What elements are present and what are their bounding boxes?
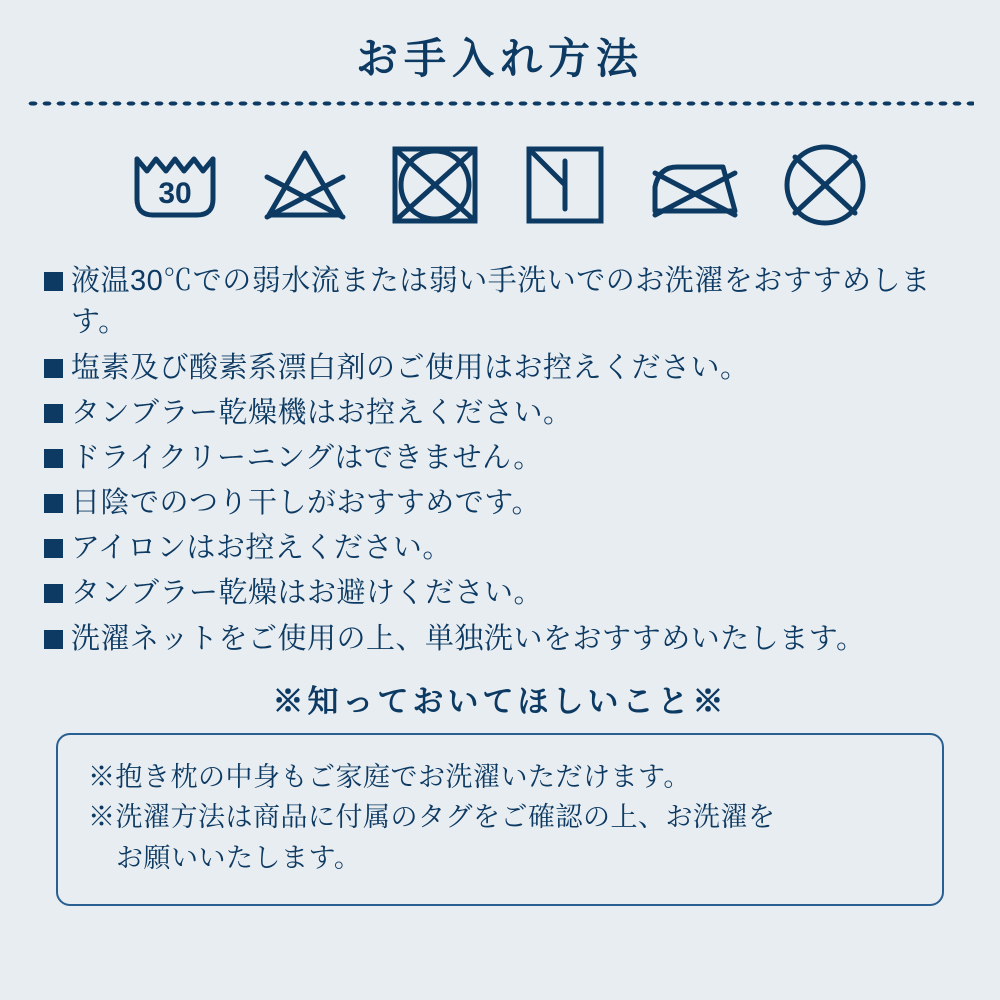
notice-line: お願いいたします。 (116, 842, 362, 873)
square-bullet-icon (44, 449, 63, 468)
square-bullet-icon (44, 272, 63, 291)
drip-dry-in-shade-icon (509, 133, 621, 237)
notice-box (56, 733, 944, 907)
care-item-text: 洗濯ネットをご使用の上、単独洗いをおすすめいたします。 (71, 622, 866, 655)
square-bullet-icon (44, 539, 63, 558)
list-item (44, 619, 956, 660)
notice-heading: ※知っておいてほしいこと※ (272, 683, 728, 719)
care-instruction-list (44, 261, 956, 660)
care-item-text: 液温30℃での弱水流または弱い手洗いでのお洗濯をおすすめします。 (71, 265, 931, 339)
no-bleach-icon (249, 133, 361, 237)
care-item-text: 日陰でのつり干しがおすすめです。 (71, 487, 541, 520)
care-item-text: ドライクリーニングはできません。 (71, 441, 543, 474)
square-bullet-icon (44, 630, 63, 649)
square-bullet-icon (44, 584, 63, 603)
list-item (44, 261, 956, 343)
square-bullet-icon (44, 494, 63, 513)
care-item-text: アイロンはお控えください。 (71, 532, 452, 565)
square-bullet-icon (44, 359, 63, 378)
page-title: お手入れ方法 (355, 35, 644, 82)
list-item (44, 483, 956, 524)
care-item-text: 塩素及び酸素系漂白剤のご使用はお控えください。 (71, 351, 750, 384)
list-item (44, 348, 956, 389)
wash-temperature-label: 30 (158, 177, 192, 211)
care-item-text: タンブラー乾燥機はお控えください。 (71, 396, 573, 429)
no-iron-icon (639, 133, 751, 237)
notice-line: ※抱き枕の中身もご家庭でお洗濯いただけます。 (88, 761, 691, 792)
list-item (44, 528, 956, 569)
care-symbol-row (0, 133, 1000, 237)
dotted-divider (26, 100, 974, 107)
list-item (44, 573, 956, 614)
wash-30-icon (119, 133, 231, 237)
no-tumble-dry-icon (379, 133, 491, 237)
notice-line: ※洗濯方法は商品に付属のタグをご確認の上、お洗濯を (88, 802, 776, 833)
list-item (44, 438, 956, 479)
no-dry-clean-icon (769, 133, 881, 237)
care-item-text: タンブラー乾燥はお避けください。 (71, 577, 544, 610)
list-item (44, 393, 956, 434)
square-bullet-icon (44, 404, 63, 423)
